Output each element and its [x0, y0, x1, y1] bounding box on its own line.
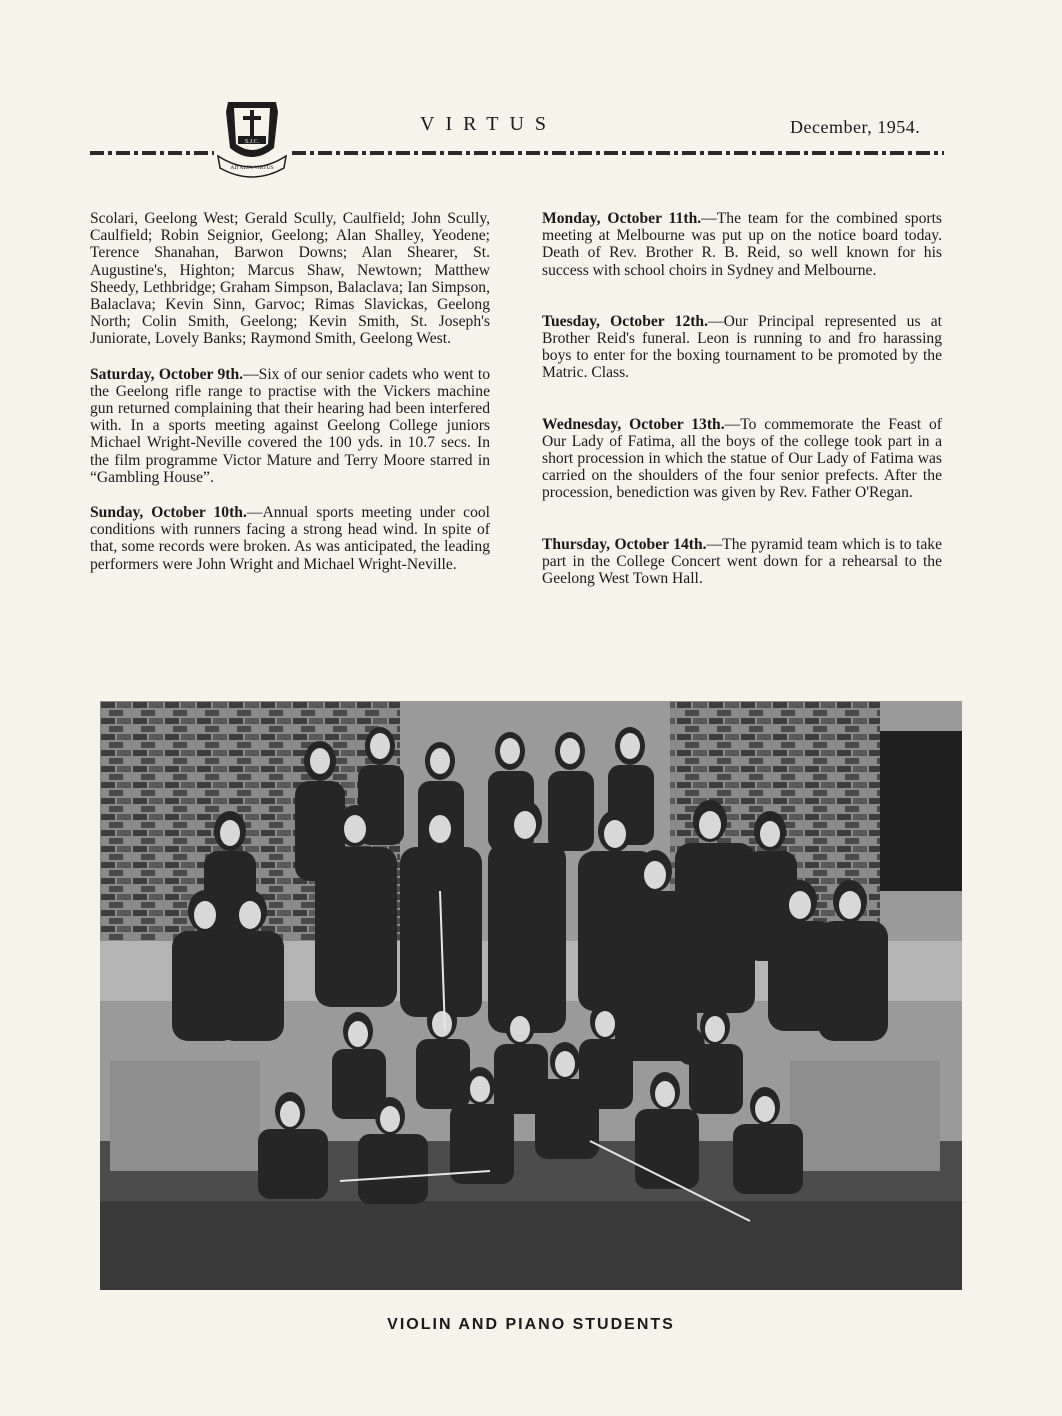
left-paragraph-1: [90, 210, 490, 348]
header-rule-left: [90, 151, 214, 155]
right-paragraph-1: [542, 210, 942, 279]
entry-date: Sunday, October 10th.: [90, 504, 247, 522]
crest-motto: AD ALTA VIRTUS: [230, 165, 274, 171]
group-photo-image: [100, 701, 962, 1290]
left-column: [90, 210, 490, 591]
group-photo: [100, 701, 962, 1290]
journal-title: VIRTUS: [420, 113, 558, 135]
right-paragraph-4: [542, 536, 942, 588]
right-paragraph-2: [542, 313, 942, 382]
entry-date: Monday, October 11th.: [542, 210, 702, 227]
entry-date: Saturday, October 9th.: [90, 365, 244, 383]
entry-text: —The team for the combined sports meeting at Melbourne was put up on the notice board today. Death of Rev. Brother R. B. Reid, so well known for his success with school choirs in Sydney and Melbourne.: [542, 210, 942, 279]
issue-date: December, 1954.: [790, 117, 921, 137]
photo-caption: VIOLIN AND PIANO STUDENTS: [387, 1316, 675, 1333]
entry-text: —Our Principal represented us at Brother Reid's funeral. Leon is running to and fro harassing boys to enter for the boxing tournament to be promoted by the Matric. Class.: [542, 312, 942, 382]
left-paragraph-2: [90, 366, 490, 486]
entry-text: —The pyramid team which is to take part in the College Concert went down for a rehearsal to the Geelong West Town Hall.: [542, 535, 943, 588]
page-header: [0, 0, 1062, 190]
entry-text: —Six of our senior cadets who went to the Geelong rifle range to practise with the Vickers machine gun returned complaining that their hearing had been interfered with. In a sports meeting against Geelong College juniors Michael Wright-Neville covered the 100 yds. in 10.7 secs. In the film programme Victor Mature and Terry Moore starred in “Gambling House”.: [90, 365, 490, 486]
left-paragraph-3: [90, 504, 490, 573]
school-crest-icon: [216, 96, 288, 178]
entry-date: Thursday, October 14th.: [542, 535, 707, 553]
crest-initials: S.J.C.: [244, 139, 260, 145]
right-column: [542, 210, 942, 621]
entry-date: Wednesday, October 13th.: [542, 415, 725, 433]
entry-date: Tuesday, October 12th.: [542, 312, 708, 330]
right-paragraph-3: [542, 416, 942, 502]
entry-text: —To commemorate the Feast of Our Lady of Fatima, all the boys of the college took part in a short procession in which the statue of Our Lady of Fatima was carried on the shoulders of the four senior prefects. After the procession, benediction was given by Rev. Father O'Regan.: [542, 415, 942, 502]
entry-text: —Annual sports meeting under cool conditions with runners facing a strong head wind. In spite of that, some records were broken. As was anticipated, the leading performers were John Wright and Michael Wright-Neville.: [90, 504, 490, 573]
header-rule-right: [292, 151, 944, 155]
name-list-text: Scolari, Geelong West; Gerald Scully, Caulfield; John Scully, Caulfield; Robin Seignior, Geelong; Alan Shalley, Yeodene; Terence Shanahan, Barwon Downs; Alan Shearer, St. Augustine's, Highton; Marcus Shaw, Newtown; Matthew Sheedy, Lethbridge; Graham Simpson, Balaclava; Ian Simpson, Balaclava; Kevin Sinn, Garvoc; Rimas Slavickas, Geelong North; Colin Smith, Geelong; Kevin Smith, St. Joseph's Juniorate, Lovely Banks; Raymond Smith, Geelong West.: [90, 210, 490, 348]
